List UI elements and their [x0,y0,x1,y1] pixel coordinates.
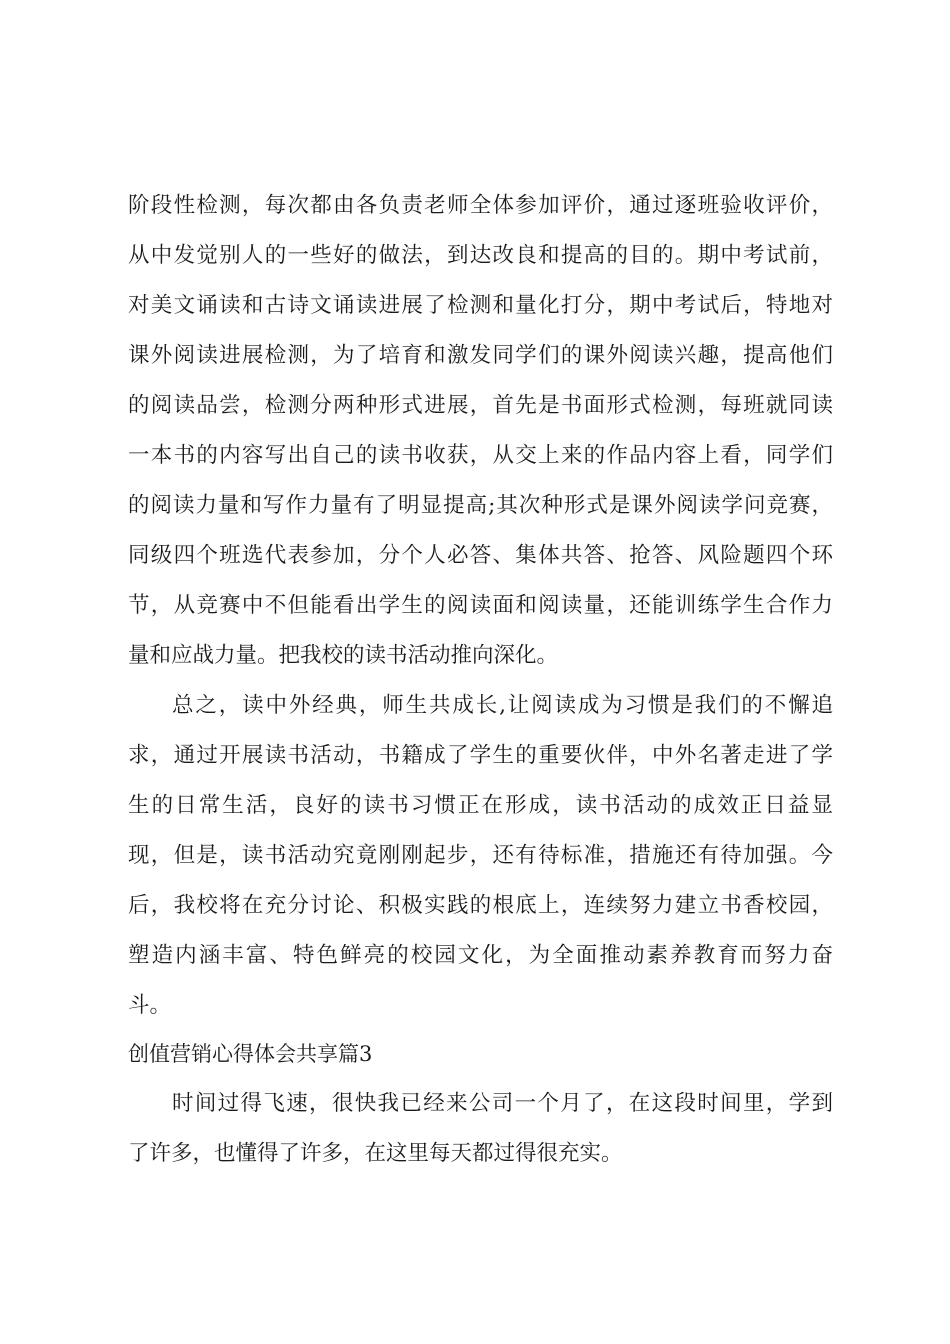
paragraph-1-line-9: 节，从竞赛中不但能看出学生的阅读面和阅读量，还能训练学生合作力 [128,593,833,618]
paragraph-2-line-5: 后，我校将在充分讨论、积极实践的根底上，连续努力建立书香校园， [128,893,833,918]
paragraph-1-line-5: 的阅读品尝，检测分两种形式进展，首先是书面形式检测，每班就同读 [128,393,833,418]
section-heading: 创值营销心得体会共享篇3 [128,1042,373,1066]
paragraph-2-line-6: 塑造内涵丰富、特色鲜亮的校园文化，为全面推动素养教育而努力奋 [128,943,833,968]
paragraph-2-line-3: 生的日常生活，良好的读书习惯正在形成，读书活动的成效正日益显 [128,793,833,818]
paragraph-1-line-3: 对美文诵读和古诗文诵读进展了检测和量化打分，期中考试后，特地对 [128,293,833,318]
paragraph-2-line-2: 求，通过开展读书活动，书籍成了学生的重要伙伴，中外名著走进了学 [128,743,833,768]
paragraph-2-line-7: 斗。 [128,993,172,1018]
paragraph-1-line-10: 量和应战力量。把我校的读书活动推向深化。 [128,643,559,668]
paragraph-1-line-7: 的阅读力量和写作力量有了明显提高;其次种形式是课外阅读学问竞赛， [128,493,833,518]
paragraph-1-line-8: 同级四个班选代表参加，分个人必答、集体共答、抢答、风险题四个环 [128,543,833,568]
paragraph-3-line-1: 时间过得飞速，很快我已经来公司一个月了，在这段时间里，学到 [172,1091,833,1116]
paragraph-2-line-1: 总之，读中外经典，师生共成长,让阅读成为习惯是我们的不懈追 [172,693,833,718]
paragraph-1-line-2: 从中发觉别人的一些好的做法，到达改良和提高的目的。期中考试前， [128,243,833,268]
paragraph-1-line-4: 课外阅读进展检测，为了培育和激发同学们的课外阅读兴趣，提高他们 [128,343,833,368]
paragraph-2-line-4: 现，但是，读书活动究竟刚刚起步，还有待标准，措施还有待加强。今 [128,843,833,868]
paragraph-1-line-1: 阶段性检测，每次都由各负责老师全体参加评价，通过逐班验收评价， [128,193,833,218]
paragraph-1-line-6: 一本书的内容写出自己的读书收获，从交上来的作品内容上看，同学们 [128,443,833,468]
paragraph-3-line-2: 了许多，也懂得了许多，在这里每天都过得很充实。 [128,1141,623,1166]
